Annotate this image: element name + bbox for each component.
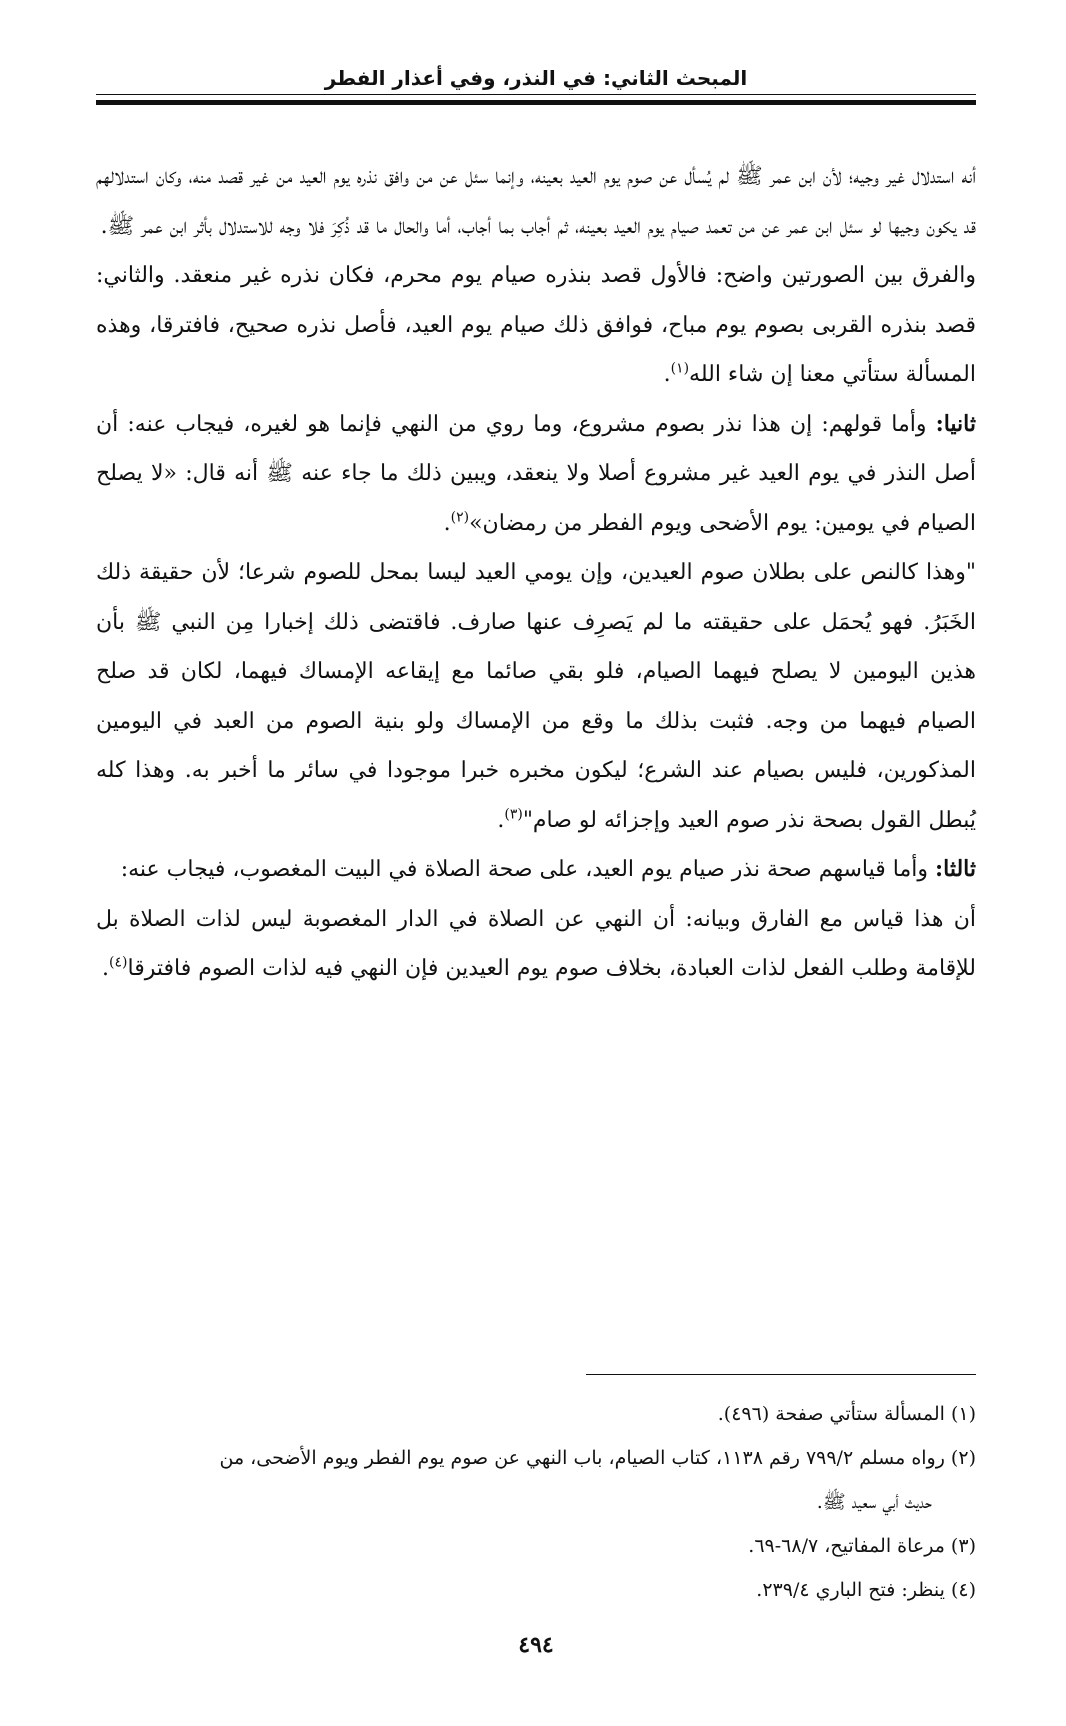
footnote-4: (٤) ينظر: فتح الباري ٢٣٩/٤. bbox=[756, 1579, 976, 1601]
footnote-separator bbox=[586, 1374, 976, 1375]
paragraph-tail: . bbox=[102, 956, 110, 981]
footnote-ref: (١) bbox=[670, 360, 690, 377]
footnote-3: (٣) مرعاة المفاتيح، ٦٨/٧-٦٩. bbox=[748, 1535, 976, 1557]
footnotes bbox=[96, 1392, 976, 1612]
footnote-2: (٢) رواه مسلم ٧٩٩/٢ رقم ١١٣٨، كتاب الصيام، باب النهي عن صوم يوم الفطر ويوم الأضحى، من bbox=[219, 1447, 976, 1469]
paragraph-text: "وهذا كالنص على بطلان صوم العيدين، وإن يومي العيد ليسا بمحل للصوم شرعا؛ لأن حقيقة ذلك الخَبَرُ. فهو يُحمَل على حقيقته ما لم يَصرِف عنها صارف. فاقتضى ذلك إخبارا مِن النبي ﷺ بأن هذين اليومين لا يصلح فيهما الصيام، فلو بقي صائما مع إيقاعه الإمساك فيهما، لكان قد صلح الصيام فيهما من وجه. فثبت بذلك ما وقع من الإمساك ولو بنية الصوم من العبد في اليومين المذكورين، فليس بصيام عند الشرع؛ ليكون مخبره خبرا موجودا في سائر ما أخبر به. وهذا كله يُبطل القول بصحة نذر صوم العيد وإجزائه لو صام" bbox=[96, 560, 976, 833]
footnote-2-continuation: حديث أبي سعيد ﷺ. bbox=[816, 1491, 932, 1513]
paragraph-lead: ثانيا: bbox=[935, 410, 976, 437]
header-rule-thin bbox=[96, 94, 976, 95]
paragraph-lead: ثالثا: bbox=[935, 856, 976, 882]
paragraph-1 bbox=[96, 152, 976, 251]
footnote-1: (١) المسألة ستأتي صفحة (٤٩٦). bbox=[717, 1403, 976, 1425]
paragraph-text: أنه استدلال غير وجيه؛ لأن ابن عمر ﷺ لم يُسأل عن صوم يوم العيد بعينه، وإنما سئل عن من وافق نذره يوم العيد من غير قصد منه، وكان استدلالهم قد يكون وجيها لو سئل ابن عمر عن من تعمد صيام يوم العيد بعينه، ثم أجاب بما أجاب، أما والحال ما قد ذُكِرَ فلا وجه للاستدلال بأثر ابن عمر ﷺ. bbox=[96, 164, 976, 239]
paragraph-3 bbox=[96, 400, 976, 549]
paragraph-text: والفرق بين الصورتين واضح: فالأول قصد بنذره صيام يوم محرم، فكان نذره غير منعقد. والثاني: قصد بنذره القربى بصوم يوم مباح، فوافق ذلك صيام يوم العيد، فأصل نذره صحيح، فافترقا، وهذه المسألة ستأتي معنا إن شاء الله bbox=[96, 263, 976, 387]
body-text bbox=[96, 152, 976, 994]
paragraph-tail: . bbox=[497, 807, 505, 833]
footnote-ref: (٤) bbox=[109, 954, 128, 971]
paragraph-text: أن هذا قياس مع الفارق وبيانه: أن النهي عن الصلاة في الدار المغصوبة ليس لذات الصلاة بل للإقامة وطلب الفعل لذات العبادة، بخلاف صوم يوم العيدين فإن النهي فيه لذات الصوم فافترقا bbox=[96, 906, 976, 981]
paragraph-text: وأما قياسهم صحة نذر صيام يوم العيد، على صحة الصلاة في البيت المغصوب، فيجاب عنه: bbox=[120, 857, 935, 882]
paragraph-4 bbox=[96, 548, 976, 845]
footnote-ref: (٢) bbox=[450, 509, 470, 526]
paragraph-tail: . bbox=[443, 510, 451, 536]
paragraph-5 bbox=[96, 845, 976, 895]
header-rule-thick bbox=[96, 100, 976, 105]
paragraph-2 bbox=[96, 251, 976, 400]
footnote-ref: (٣) bbox=[504, 806, 523, 823]
paragraph-text: وأما قولهم: إن هذا نذر بصوم مشروع، وما روي من النهي فإنما هو لغيره، فيجاب عنه: أن أصل النذر في يوم العيد غير مشروع أصلا ولا ينعقد، ويبين ذلك ما جاء عنه ﷺ أنه قال: «لا يصلح الصيام في يومين: يوم الأضحى ويوم الفطر من رمضان» bbox=[96, 411, 976, 536]
paragraph-tail: . bbox=[663, 362, 671, 387]
running-header-title: المبحث الثاني: في النذر، وفي أعذار الفطر bbox=[324, 66, 748, 90]
paragraph-6 bbox=[96, 895, 976, 994]
page-number: ٤٩٤ bbox=[518, 1632, 554, 1658]
